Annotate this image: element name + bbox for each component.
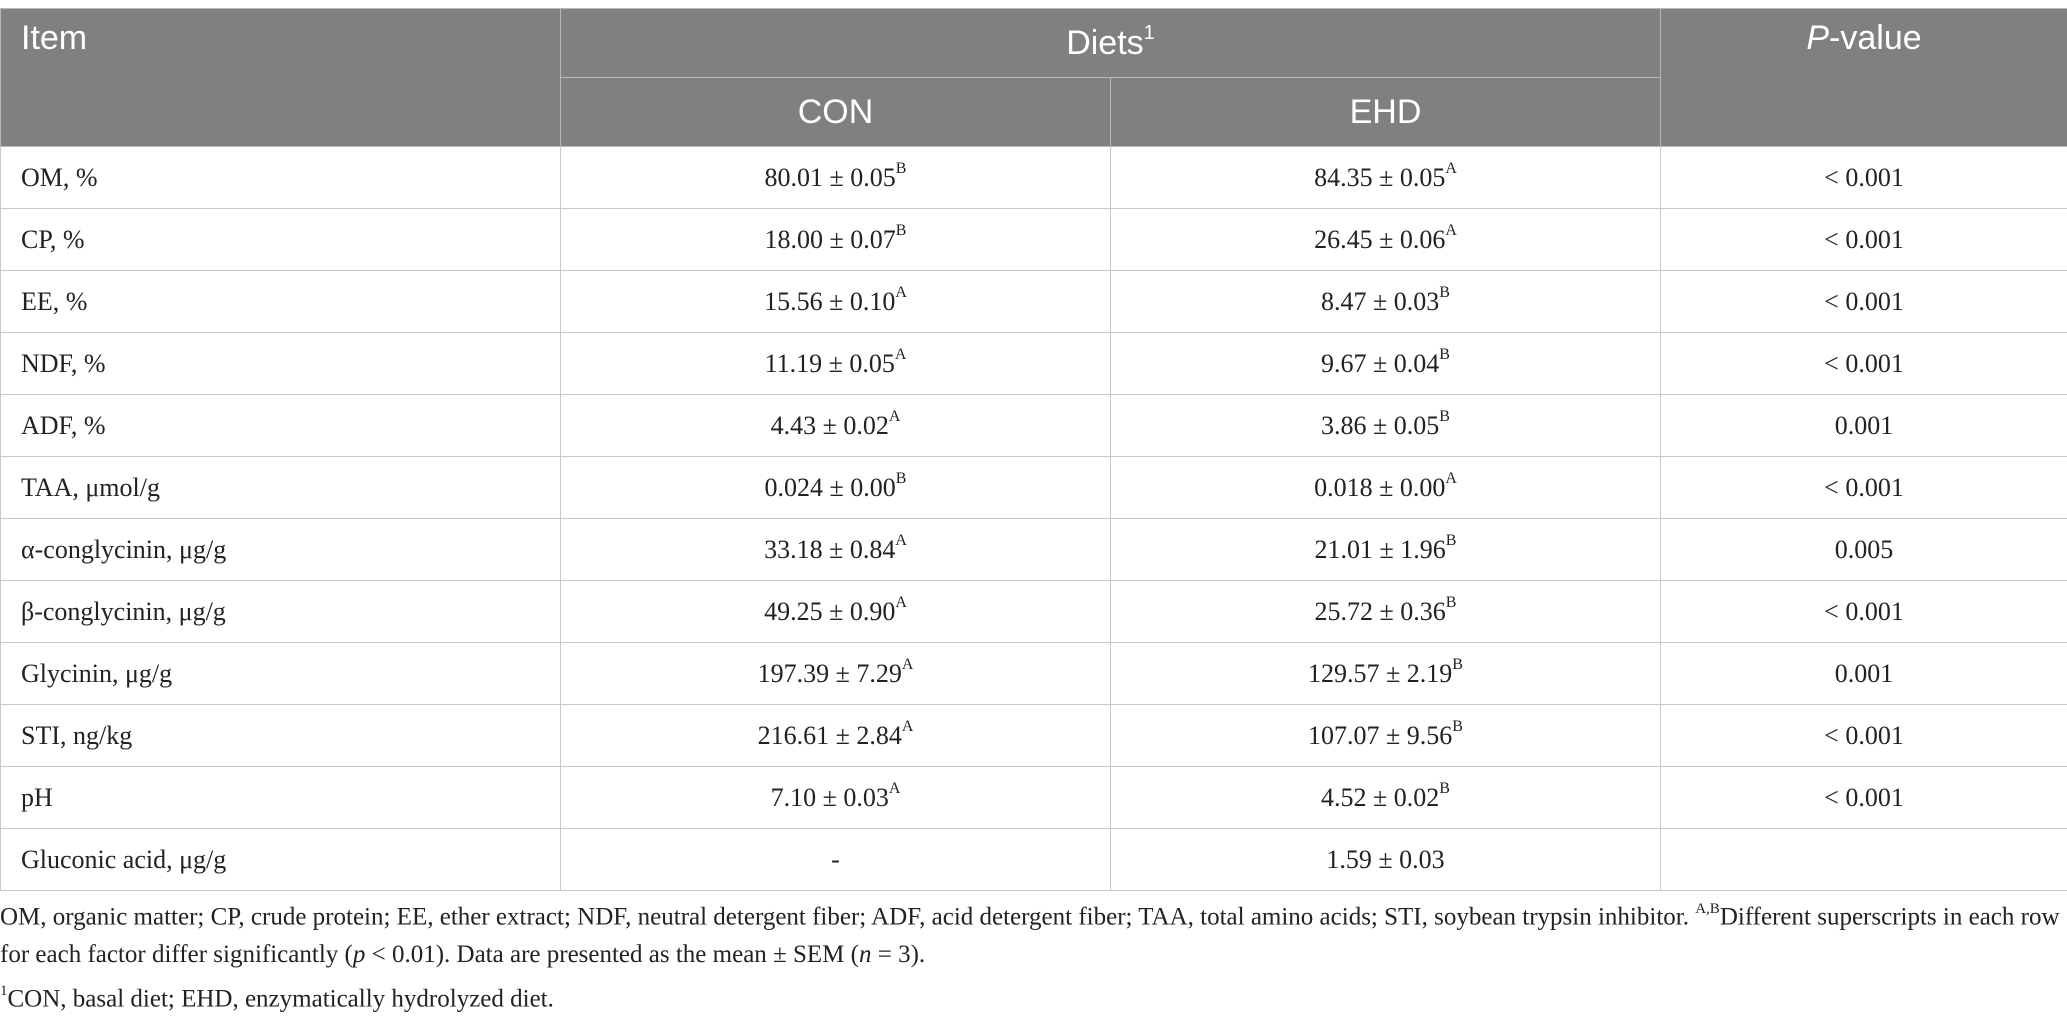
cell-con-value: 18.00 ± 0.07 [765, 225, 896, 254]
cell-item: TAA, μmol/g [1, 457, 561, 519]
cell-p-value: < 0.001 [1661, 209, 2067, 271]
cell-ehd [1111, 271, 1661, 333]
table-row [1, 395, 2067, 457]
diet-composition-table [0, 8, 2067, 891]
cell-ehd-superscript: A [1445, 160, 1457, 177]
cell-ehd-superscript: A [1445, 222, 1457, 239]
cell-p-value: < 0.001 [1661, 581, 2067, 643]
cell-con-superscript: B [896, 222, 907, 239]
table-row [1, 271, 2067, 333]
cell-ehd-value: 129.57 ± 2.19 [1308, 659, 1452, 688]
cell-con-value: 80.01 ± 0.05 [765, 163, 896, 192]
cell-con-superscript: B [896, 470, 907, 487]
cell-con [561, 333, 1111, 395]
table-row [1, 209, 2067, 271]
cell-con-value: 7.10 ± 0.03 [771, 783, 889, 812]
table-row [1, 643, 2067, 705]
table-row [1, 829, 2067, 891]
table-row [1, 147, 2067, 209]
cell-con-value: 216.61 ± 2.84 [758, 721, 902, 750]
cell-item: Glycinin, μg/g [1, 643, 561, 705]
table-row [1, 705, 2067, 767]
header-ehd: EHD [1111, 78, 1661, 147]
cell-p-value: < 0.001 [1661, 705, 2067, 767]
cell-con-superscript: A [889, 780, 901, 797]
header-item: Item [1, 9, 561, 147]
cell-p-value: < 0.001 [1661, 147, 2067, 209]
header-row-1 [1, 9, 2067, 78]
table-header [1, 9, 2067, 147]
cell-p-value: 0.001 [1661, 643, 2067, 705]
cell-p-value: < 0.001 [1661, 767, 2067, 829]
cell-ehd-superscript: B [1439, 408, 1450, 425]
footnote-diets: $^1$CON, basal diet; EHD, enzymatically hydrolyzed diet. [0, 974, 2067, 1018]
cell-con-superscript: A [895, 346, 907, 363]
cell-con [561, 147, 1111, 209]
table-body [1, 147, 2067, 891]
cell-con [561, 829, 1111, 891]
table-row [1, 581, 2067, 643]
header-con: CON [561, 78, 1111, 147]
cell-ehd-value: 1.59 ± 0.03 [1326, 845, 1444, 874]
table-row [1, 519, 2067, 581]
cell-con [561, 767, 1111, 829]
cell-ehd-value: 107.07 ± 9.56 [1308, 721, 1452, 750]
cell-ehd-superscript: B [1446, 594, 1457, 611]
cell-ehd-superscript: B [1439, 346, 1450, 363]
cell-ehd [1111, 209, 1661, 271]
cell-con [561, 209, 1111, 271]
cell-con-value: 15.56 ± 0.10 [764, 287, 895, 316]
cell-item: ADF, % [1, 395, 561, 457]
cell-ehd-value: 84.35 ± 0.05 [1314, 163, 1445, 192]
cell-con-value: 197.39 ± 7.29 [758, 659, 902, 688]
cell-con-value: 0.024 ± 0.00 [765, 473, 896, 502]
cell-con [561, 395, 1111, 457]
cell-ehd-value: 25.72 ± 0.36 [1315, 597, 1446, 626]
cell-con-superscript: A [895, 594, 907, 611]
cell-ehd [1111, 767, 1661, 829]
footnote-abbreviations: OM, organic matter; CP, crude protein; EE, ether extract; NDF, neutral detergent fiber; ADF, acid detergent fiber; TAA, total amino acids; STI, soybean trypsin inhibitor. $^{A,B}$Different superscripts in each row for each factor differ significantly (p < 0.01). Data are presented as the mean ± SEM (n = 3). [0, 892, 2067, 974]
cell-ehd-superscript: A [1445, 470, 1457, 487]
cell-ehd-superscript: B [1446, 532, 1457, 549]
cell-p-value [1661, 829, 2067, 891]
cell-ehd-superscript: B [1439, 284, 1450, 301]
cell-ehd-value: 9.67 ± 0.04 [1321, 349, 1439, 378]
cell-item: STI, ng/kg [1, 705, 561, 767]
cell-con-superscript: A [902, 656, 914, 673]
cell-item: pH [1, 767, 561, 829]
cell-ehd-value: 0.018 ± 0.00 [1314, 473, 1445, 502]
cell-item: OM, % [1, 147, 561, 209]
cell-p-value: 0.001 [1661, 395, 2067, 457]
cell-con-superscript: A [895, 284, 907, 301]
header-diets-footnote-mark: 1 [1144, 22, 1155, 44]
cell-item: β-conglycinin, μg/g [1, 581, 561, 643]
cell-ehd [1111, 581, 1661, 643]
header-p-value: P-value [1661, 9, 2067, 147]
cell-ehd [1111, 519, 1661, 581]
cell-ehd [1111, 333, 1661, 395]
table-row [1, 767, 2067, 829]
cell-ehd-superscript: B [1452, 656, 1463, 673]
cell-ehd-value: 21.01 ± 1.96 [1315, 535, 1446, 564]
cell-p-value: < 0.001 [1661, 457, 2067, 519]
table-row [1, 333, 2067, 395]
cell-ehd [1111, 829, 1661, 891]
cell-con-value: 4.43 ± 0.02 [771, 411, 889, 440]
table-wrapper [0, 8, 2067, 891]
cell-con-superscript: B [896, 160, 907, 177]
cell-con-superscript: A [889, 408, 901, 425]
cell-item: Gluconic acid, μg/g [1, 829, 561, 891]
cell-con [561, 519, 1111, 581]
cell-p-value: 0.005 [1661, 519, 2067, 581]
cell-ehd-superscript: B [1439, 780, 1450, 797]
table-row [1, 457, 2067, 519]
cell-item: CP, % [1, 209, 561, 271]
cell-ehd [1111, 395, 1661, 457]
cell-con-value: 49.25 ± 0.90 [764, 597, 895, 626]
cell-con [561, 705, 1111, 767]
cell-ehd-superscript: B [1452, 718, 1463, 735]
cell-item: NDF, % [1, 333, 561, 395]
cell-p-value: < 0.001 [1661, 271, 2067, 333]
cell-item: α-conglycinin, μg/g [1, 519, 561, 581]
cell-con [561, 271, 1111, 333]
header-diets: Diets$^1$ [561, 9, 1661, 78]
table-footnotes [0, 892, 2067, 1019]
cell-ehd [1111, 457, 1661, 519]
cell-p-value: < 0.001 [1661, 333, 2067, 395]
cell-ehd-value: 8.47 ± 0.03 [1321, 287, 1439, 316]
cell-ehd-value: 4.52 ± 0.02 [1321, 783, 1439, 812]
cell-con-value: - [831, 845, 840, 874]
cell-con-value: 11.19 ± 0.05 [765, 349, 895, 378]
cell-con [561, 643, 1111, 705]
cell-ehd-value: 26.45 ± 0.06 [1314, 225, 1445, 254]
cell-item: EE, % [1, 271, 561, 333]
cell-con-superscript: A [895, 532, 907, 549]
cell-con [561, 457, 1111, 519]
cell-ehd [1111, 147, 1661, 209]
cell-ehd [1111, 643, 1661, 705]
cell-con-value: 33.18 ± 0.84 [764, 535, 895, 564]
cell-con [561, 581, 1111, 643]
cell-ehd [1111, 705, 1661, 767]
cell-ehd-value: 3.86 ± 0.05 [1321, 411, 1439, 440]
cell-con-superscript: A [902, 718, 914, 735]
